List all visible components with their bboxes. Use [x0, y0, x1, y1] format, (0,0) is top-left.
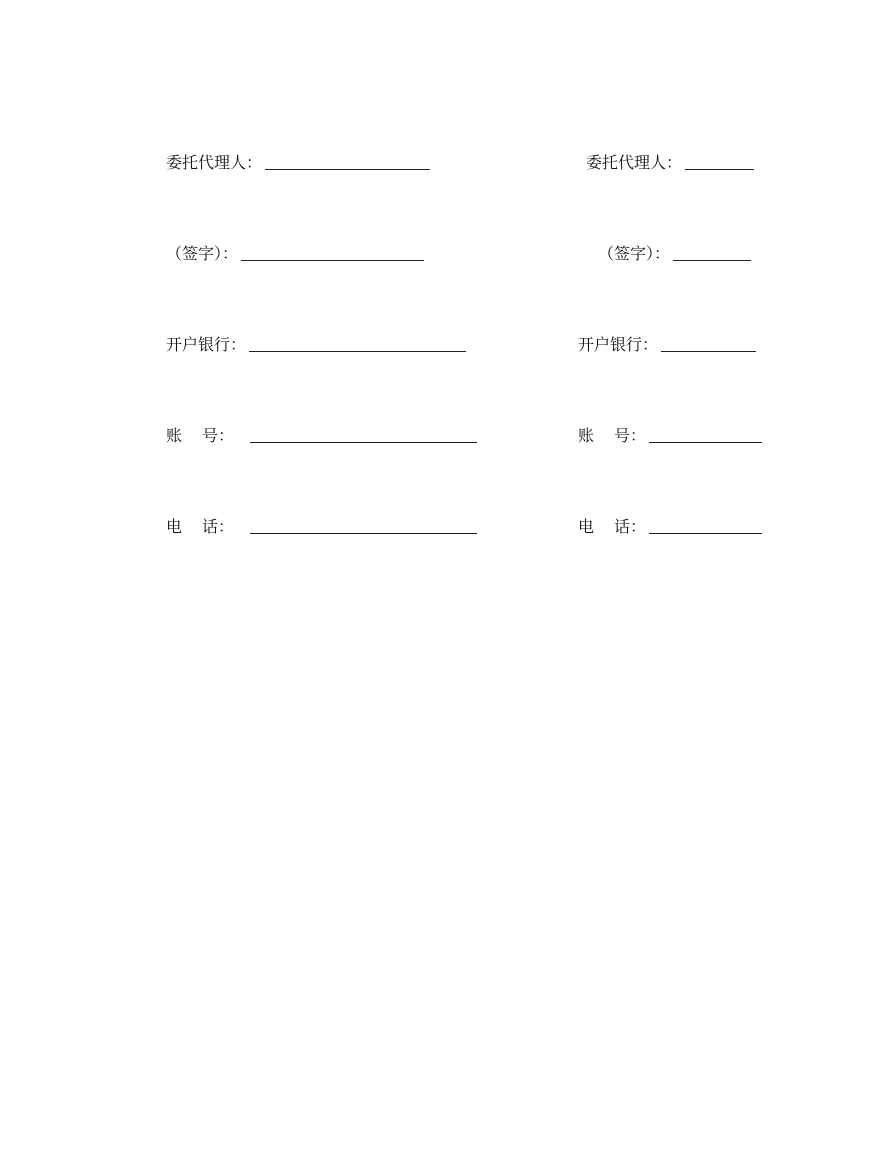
right-agent-field: [586, 151, 754, 173]
right-phone-blank-line: [649, 532, 762, 534]
left-bank-label: 开户银行：: [166, 335, 247, 354]
right-account-blank-line: [649, 441, 762, 443]
left-account-label-a: 账: [166, 426, 183, 445]
right-agent-blank-line: [685, 168, 754, 170]
right-phone-field: [578, 515, 762, 537]
left-signature-blank-line: [241, 259, 424, 261]
right-account-label-b: 号：: [614, 426, 647, 445]
left-phone-field: [166, 515, 477, 537]
right-signature-blank-line: [673, 259, 751, 261]
left-bank-field: [166, 333, 466, 355]
left-signature-field: [166, 242, 424, 264]
right-phone-label-b: 话：: [614, 517, 647, 536]
left-account-field: [166, 424, 477, 446]
right-agent-label: 委托代理人：: [586, 153, 683, 172]
left-agent-label: 委托代理人：: [166, 153, 263, 172]
right-account-label-a: 账: [578, 426, 595, 445]
left-signature-label: （签字）：: [166, 244, 239, 263]
right-bank-blank-line: [661, 350, 756, 352]
right-bank-field: [578, 333, 756, 355]
right-bank-label: 开户银行：: [578, 335, 659, 354]
right-account-field: [578, 424, 762, 446]
left-bank-blank-line: [249, 350, 466, 352]
left-account-label-b: 号：: [202, 426, 235, 445]
right-phone-label-a: 电: [578, 517, 595, 536]
left-agent-blank-line: [265, 168, 430, 170]
left-phone-label-b: 话：: [202, 517, 235, 536]
right-signature-field: [598, 242, 751, 264]
left-phone-label-a: 电: [166, 517, 183, 536]
right-signature-label: （签字）：: [598, 244, 671, 263]
left-phone-blank-line: [250, 532, 477, 534]
left-account-blank-line: [250, 441, 477, 443]
left-agent-field: [166, 151, 430, 173]
